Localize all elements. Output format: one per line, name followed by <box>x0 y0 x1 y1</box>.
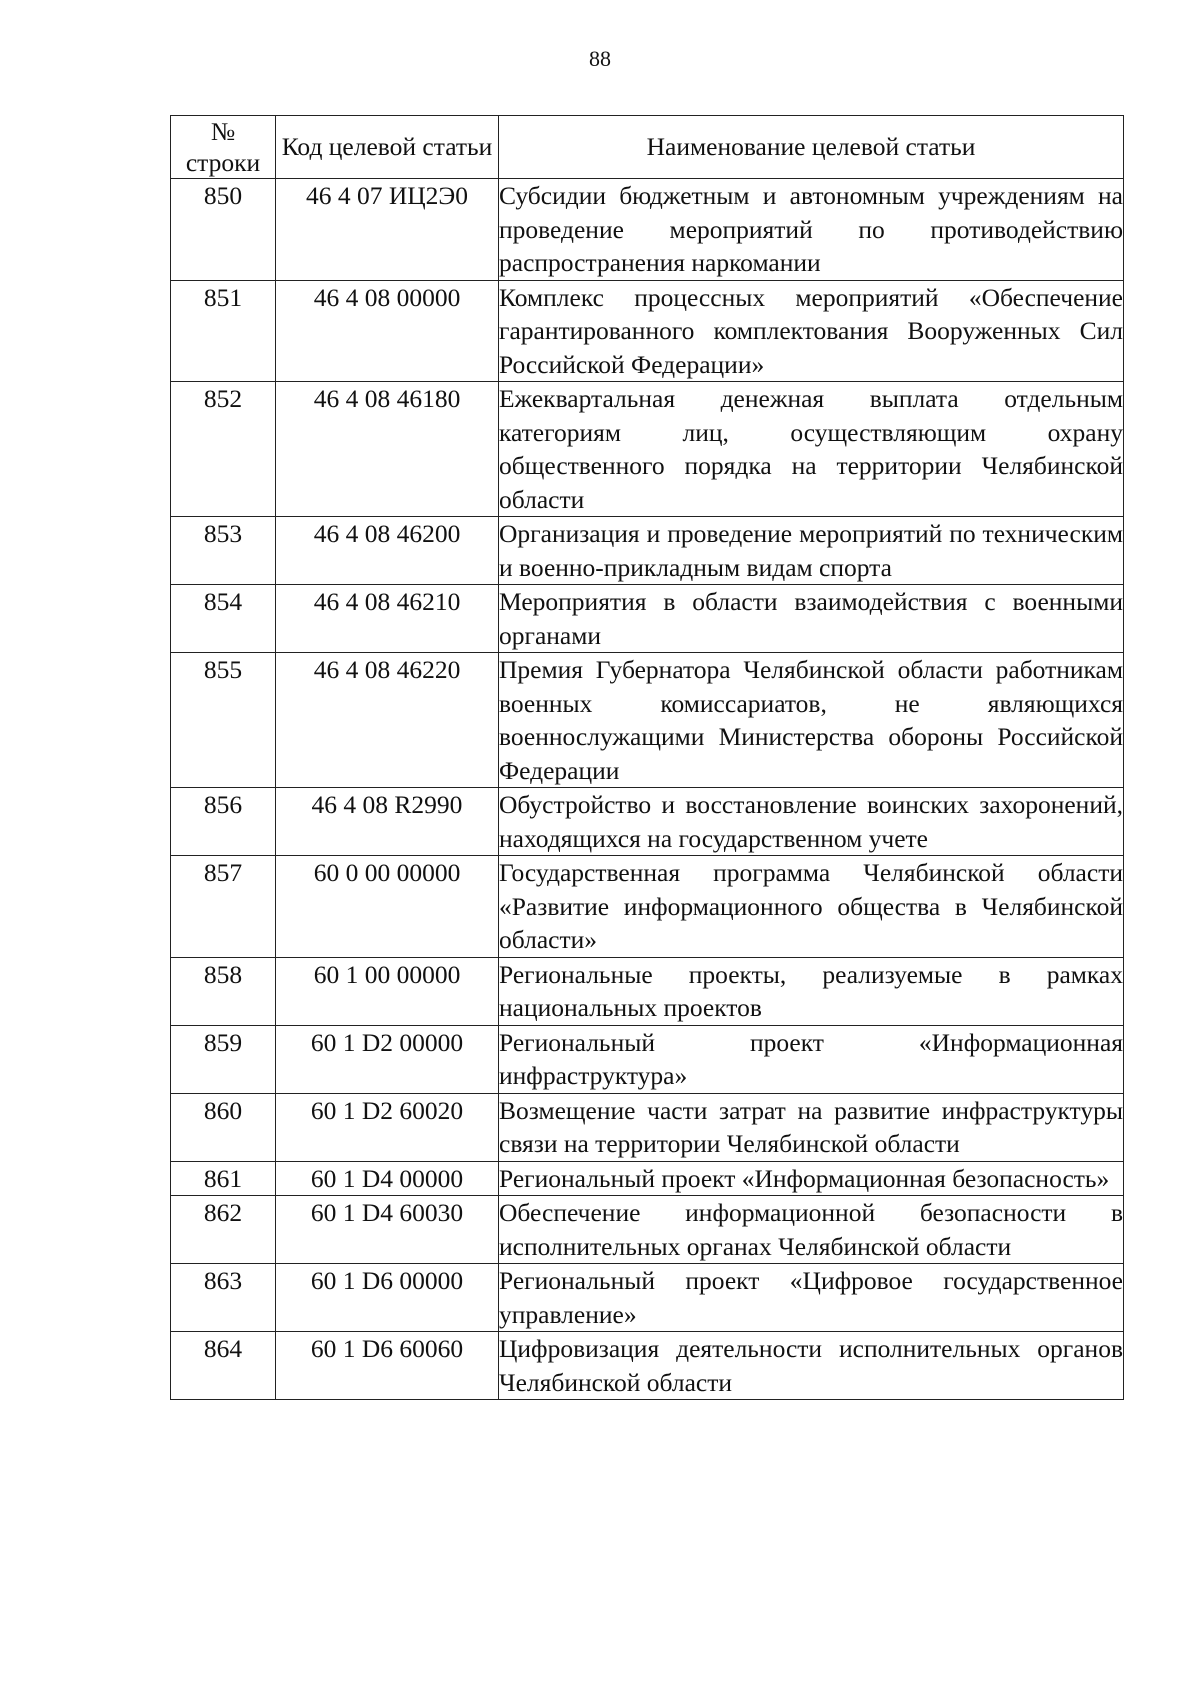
table-row <box>171 1264 1124 1332</box>
table-row <box>171 280 1124 382</box>
article-name: Субсидии бюджетным и автономным учреждениям на проведение мероприятий по противодействию распространения наркомании <box>499 179 1124 281</box>
row-number: 853 <box>171 517 276 585</box>
table-row <box>171 1025 1124 1093</box>
article-code: 46 4 08 46200 <box>276 517 499 585</box>
table-row <box>171 382 1124 517</box>
header-row-number: № строки <box>171 116 276 179</box>
row-number: 851 <box>171 280 276 382</box>
article-code: 46 4 08 00000 <box>276 280 499 382</box>
article-code: 60 1 D6 00000 <box>276 1264 499 1332</box>
article-name: Региональные проекты, реализуемые в рамках национальных проектов <box>499 957 1124 1025</box>
article-name: Государственная программа Челябинской области «Развитие информационного общества в Челябинской области» <box>499 856 1124 958</box>
row-number: 852 <box>171 382 276 517</box>
row-number: 850 <box>171 179 276 281</box>
article-code: 60 1 D2 00000 <box>276 1025 499 1093</box>
table-row <box>171 585 1124 653</box>
article-name: Премия Губернатора Челябинской области работникам военных комиссариатов, не являющихся военнослужащими Министерства обороны Российской Федерации <box>499 653 1124 788</box>
row-number: 857 <box>171 856 276 958</box>
article-code: 60 1 00 00000 <box>276 957 499 1025</box>
article-name: Цифровизация деятельности исполнительных органов Челябинской области <box>499 1332 1124 1400</box>
table-row <box>171 517 1124 585</box>
article-code: 46 4 08 R2990 <box>276 788 499 856</box>
article-code: 46 4 07 ИЦ2Э0 <box>276 179 499 281</box>
article-name: Региональный проект «Информационная инфраструктура» <box>499 1025 1124 1093</box>
article-code: 60 0 00 00000 <box>276 856 499 958</box>
article-name: Региональный проект «Цифровое государственное управление» <box>499 1264 1124 1332</box>
article-code: 46 4 08 46220 <box>276 653 499 788</box>
table-header-row <box>171 116 1124 179</box>
row-number: 858 <box>171 957 276 1025</box>
article-code: 60 1 D4 60030 <box>276 1196 499 1264</box>
table-row <box>171 788 1124 856</box>
article-name: Региональный проект «Информационная безопасность» <box>499 1161 1124 1196</box>
table-row <box>171 179 1124 281</box>
table-row <box>171 957 1124 1025</box>
article-name: Обеспечение информационной безопасности в исполнительных органах Челябинской области <box>499 1196 1124 1264</box>
row-number: 854 <box>171 585 276 653</box>
row-number: 861 <box>171 1161 276 1196</box>
row-number: 864 <box>171 1332 276 1400</box>
article-name: Возмещение части затрат на развитие инфраструктуры связи на территории Челябинской области <box>499 1093 1124 1161</box>
table-row <box>171 1196 1124 1264</box>
row-number: 862 <box>171 1196 276 1264</box>
page-number: 88 <box>589 46 611 71</box>
row-number: 856 <box>171 788 276 856</box>
table-row <box>171 856 1124 958</box>
article-name: Обустройство и восстановление воинских захоронений, находящихся на государственном учете <box>499 788 1124 856</box>
article-name: Ежеквартальная денежная выплата отдельным категориям лиц, осуществляющим охрану общественного порядка на территории Челябинской области <box>499 382 1124 517</box>
article-name: Комплекс процессных мероприятий «Обеспечение гарантированного комплектования Вооруженных Сил Российской Федерации» <box>499 280 1124 382</box>
article-name: Организация и проведение мероприятий по техническим и военно-прикладным видам спорта <box>499 517 1124 585</box>
article-code: 60 1 D2 60020 <box>276 1093 499 1161</box>
article-code: 60 1 D6 60060 <box>276 1332 499 1400</box>
target-articles-table <box>170 115 1124 1400</box>
row-number: 860 <box>171 1093 276 1161</box>
table-row <box>171 1332 1124 1400</box>
row-number: 855 <box>171 653 276 788</box>
header-code: Код целевой статьи <box>276 116 499 179</box>
row-number: 859 <box>171 1025 276 1093</box>
table-row <box>171 1093 1124 1161</box>
article-code: 46 4 08 46180 <box>276 382 499 517</box>
article-code: 60 1 D4 00000 <box>276 1161 499 1196</box>
header-name: Наименование целевой статьи <box>499 116 1124 179</box>
table-row <box>171 1161 1124 1196</box>
row-number: 863 <box>171 1264 276 1332</box>
article-name: Мероприятия в области взаимодействия с военными органами <box>499 585 1124 653</box>
table-row <box>171 653 1124 788</box>
article-code: 46 4 08 46210 <box>276 585 499 653</box>
